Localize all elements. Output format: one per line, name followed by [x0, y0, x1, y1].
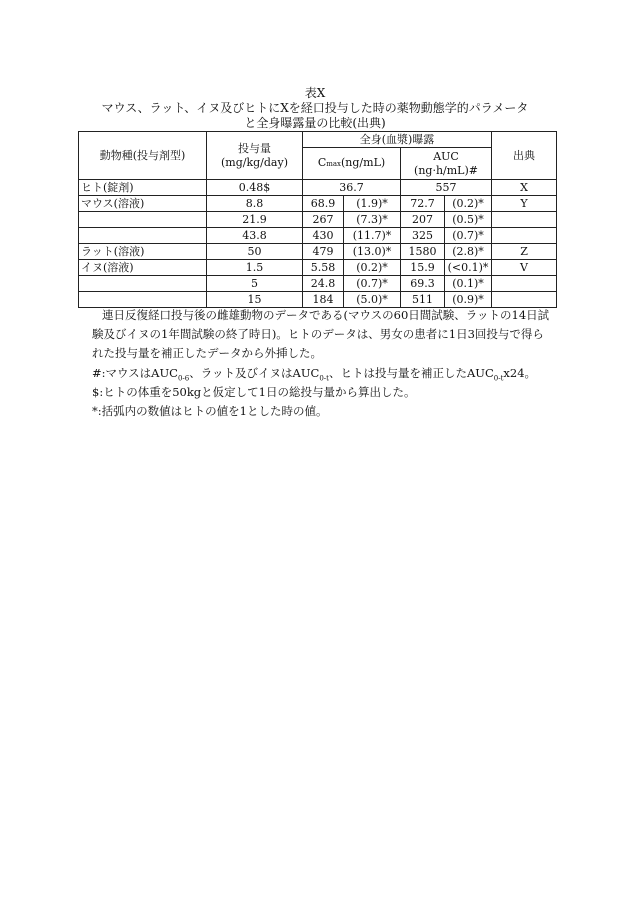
cell-dose: 8.8 [207, 196, 303, 212]
cell-cmax: 479 [303, 244, 344, 260]
header-auc-label: AUC [433, 149, 459, 163]
cell-auc-ratio: (0.7)* [445, 228, 492, 244]
notes-body: 連日反復経口投与後の雌雄動物のデータである(マウスの60日間試験、ラットの14日試験及びイヌの1年間試験の終了時日)。ヒトのデータは、男女の患者に1日3回投与で得られた投与量を補正したデータから外挿した。 [92, 308, 550, 360]
cell-source: Z [492, 244, 557, 260]
cell-dose: 43.8 [207, 228, 303, 244]
cell-cmax-ratio: (0.7)* [344, 276, 401, 292]
cell-auc: 69.3 [401, 276, 445, 292]
cell-dose: 5 [207, 276, 303, 292]
cell-dose: 21.9 [207, 212, 303, 228]
note-hash-b-sub: 0-t [319, 374, 329, 383]
header-cmax-c: C [317, 156, 327, 169]
cell-species [79, 228, 207, 244]
pk-comparison-table [78, 131, 557, 308]
cell-cmax: 5.58 [303, 260, 344, 276]
note-hash-a-sub: 0-6 [177, 374, 190, 383]
table-row [79, 276, 557, 292]
table-title-line1: マウス、ラット、イヌ及びヒトにXを経口投与した時の薬物動態学的パラメータ [101, 101, 529, 115]
cell-source: X [492, 180, 557, 196]
cell-species: イヌ(溶液) [79, 260, 207, 276]
cell-auc: 511 [401, 292, 445, 308]
cell-species [79, 212, 207, 228]
cell-dose: 50 [207, 244, 303, 260]
cell-source: Y [492, 196, 557, 212]
cell-source [492, 276, 557, 292]
cell-auc: 325 [401, 228, 445, 244]
note-dollar: $:ヒトの体重を50kgと仮定して1日の総投与量から算出した。 [92, 385, 416, 399]
table-title-line2: と全身曝露量の比較(出典) [244, 116, 386, 130]
cell-source [492, 212, 557, 228]
note-hash-c-sub: 0-t [493, 374, 504, 383]
header-auc [401, 148, 492, 180]
note-hash-d: x24。 [503, 366, 537, 380]
cell-auc-ratio: (2.8)* [445, 244, 492, 260]
cell-species: ヒト(錠剤) [79, 180, 207, 196]
cell-auc: 557 [401, 180, 492, 196]
header-dose [207, 132, 303, 180]
note-hash-c: 、ヒトは投与量を補正したAUC [328, 366, 494, 380]
cell-dose: 1.5 [207, 260, 303, 276]
cell-cmax-ratio: (1.9)* [344, 196, 401, 212]
cell-dose: 15 [207, 292, 303, 308]
header-auc-unit: (ng·h/mL)# [414, 163, 478, 177]
header-species: 動物種(投与剤型) [79, 132, 207, 180]
cell-cmax-ratio: (11.7)* [344, 228, 401, 244]
cell-auc-ratio: (0.5)* [445, 212, 492, 228]
table-row [79, 244, 557, 260]
cell-cmax: 430 [303, 228, 344, 244]
cell-auc: 207 [401, 212, 445, 228]
cell-auc-ratio: (0.1)* [445, 276, 492, 292]
cell-species [79, 276, 207, 292]
cell-auc-ratio: (0.9)* [445, 292, 492, 308]
cell-cmax: 68.9 [303, 196, 344, 212]
cell-cmax-ratio: (7.3)* [344, 212, 401, 228]
cell-source: V [492, 260, 557, 276]
header-exposure: 全身(血漿)曝露 [303, 132, 492, 148]
table-row [79, 260, 557, 276]
note-star: *:括弧内の数値はヒトの値を1とした時の値。 [92, 404, 328, 418]
cell-dose: 0.48$ [207, 180, 303, 196]
cell-cmax: 184 [303, 292, 344, 308]
cell-species: マウス(溶液) [79, 196, 207, 212]
note-hash-b: 、ラット及びイヌはAUC [189, 366, 320, 380]
table-label: 表X [304, 86, 326, 100]
header-cmax-unit: (ng/mL) [341, 156, 386, 169]
table-row [79, 180, 557, 196]
cell-cmax-ratio: (13.0)* [344, 244, 401, 260]
header-source: 出典 [492, 132, 557, 180]
table-row [79, 212, 557, 228]
cell-cmax-ratio: (5.0)* [344, 292, 401, 308]
cell-cmax: 24.8 [303, 276, 344, 292]
header-dose-label: 投与量 [238, 141, 271, 155]
cell-cmax: 267 [303, 212, 344, 228]
cell-auc: 72.7 [401, 196, 445, 212]
header-cmax-sub: max [326, 160, 342, 168]
cell-auc: 1580 [401, 244, 445, 260]
header-cmax [303, 148, 401, 180]
table-row [79, 196, 557, 212]
cell-auc: 15.9 [401, 260, 445, 276]
cell-cmax-ratio: (0.2)* [344, 260, 401, 276]
header-dose-unit: (mg/kg/day) [221, 155, 288, 169]
cell-cmax: 36.7 [303, 180, 401, 196]
cell-source [492, 228, 557, 244]
note-hash-a: #:マウスはAUC [92, 366, 178, 380]
cell-auc-ratio: (0.2)* [445, 196, 492, 212]
cell-species: ラット(溶液) [79, 244, 207, 260]
cell-auc-ratio: (<0.1)* [445, 260, 492, 276]
table-row [79, 228, 557, 244]
